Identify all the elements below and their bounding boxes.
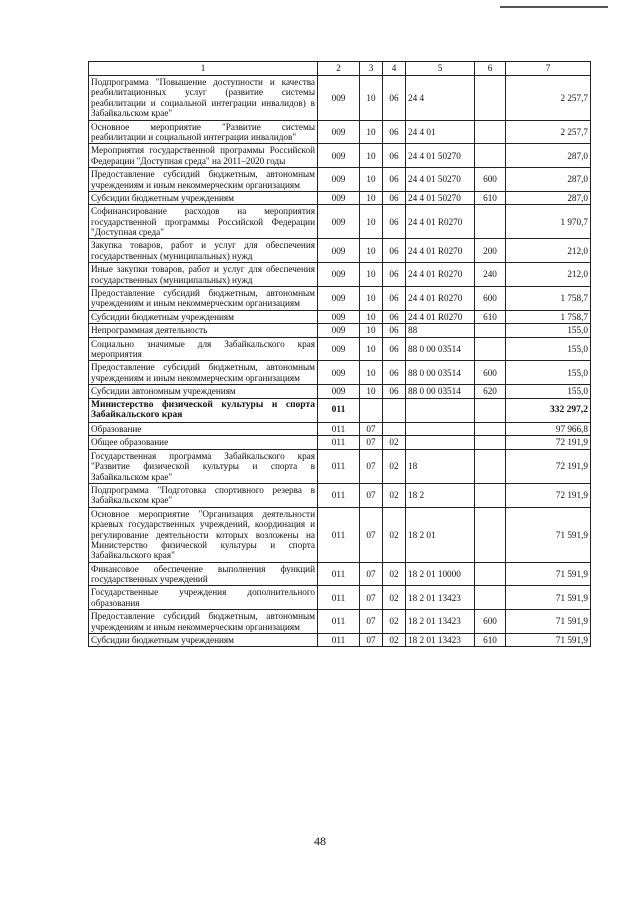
- cell-pr: 02: [383, 634, 406, 647]
- cell-sum: 287,0: [506, 191, 591, 204]
- table-row: [89, 423, 591, 436]
- cell-sum: 1 970,7: [506, 205, 591, 239]
- cell-rz: 10: [360, 76, 383, 121]
- cell-csr: 24 4 01 R0270: [406, 287, 475, 311]
- cell-name: Общее образование: [89, 436, 318, 449]
- cell-sum: 71 591,9: [506, 610, 591, 634]
- table-row: [89, 398, 591, 422]
- cell-vr: 600: [475, 610, 506, 634]
- cell-ved: 009: [318, 385, 360, 398]
- cell-rz: 10: [360, 168, 383, 192]
- cell-name: Государственная программа Забайкальского края "Развитие физической культуры и спорта в Забайкальском крае": [89, 449, 318, 483]
- table-row: [89, 120, 591, 144]
- table-row: [89, 191, 591, 204]
- table-row: [89, 168, 591, 192]
- cell-name: Подпрограмма "Подготовка спортивного резерва в Забайкальском крае": [89, 483, 318, 507]
- cell-csr: 18 2 01: [406, 507, 475, 562]
- cell-rz: 07: [360, 634, 383, 647]
- cell-pr: 06: [383, 324, 406, 337]
- cell-sum: 155,0: [506, 324, 591, 337]
- table-row: [89, 562, 591, 586]
- cell-ved: 009: [318, 337, 360, 361]
- cell-name: Предоставление субсидий бюджетным, автономным учреждениям и иным некоммерческим организациям: [89, 610, 318, 634]
- cell-pr: [383, 398, 406, 422]
- cell-csr: 24 4 01 R0270: [406, 205, 475, 239]
- cell-sum: 212,0: [506, 263, 591, 287]
- cell-rz: 10: [360, 337, 383, 361]
- cell-vr: 600: [475, 168, 506, 192]
- cell-ved: 011: [318, 507, 360, 562]
- cell-pr: 06: [383, 263, 406, 287]
- cell-name: Основное мероприятие "Развитие системы реабилитации и социальной интеграции инвалидов": [89, 120, 318, 144]
- cell-vr: [475, 449, 506, 483]
- cell-name: Основное мероприятие "Организация деятельности краевых государственных учреждений, координация и регулирование деятельности которых возложены на Министерство физической культуры и спорта Забайкальского края": [89, 507, 318, 562]
- table-row: [89, 361, 591, 385]
- table-row: [89, 385, 591, 398]
- cell-sum: 1 758,7: [506, 287, 591, 311]
- cell-pr: 02: [383, 483, 406, 507]
- cell-sum: 71 591,9: [506, 634, 591, 647]
- cell-vr: [475, 120, 506, 144]
- cell-csr: 24 4 01 R0270: [406, 263, 475, 287]
- cell-pr: 02: [383, 449, 406, 483]
- cell-sum: 72 191,9: [506, 449, 591, 483]
- cell-name: Предоставление субсидий бюджетным, автономным учреждениям и иным некоммерческим организациям: [89, 287, 318, 311]
- table-row: [89, 239, 591, 263]
- table-row: [89, 205, 591, 239]
- col-header: 4: [383, 62, 406, 76]
- table-row: [89, 263, 591, 287]
- cell-csr: 24 4 01: [406, 120, 475, 144]
- cell-vr: [475, 562, 506, 586]
- cell-csr: 18 2 01 13423: [406, 610, 475, 634]
- cell-csr: 88 0 00 03514: [406, 337, 475, 361]
- cell-ved: 009: [318, 310, 360, 323]
- cell-pr: 02: [383, 507, 406, 562]
- cell-ved: 009: [318, 239, 360, 263]
- cell-csr: 24 4 01 50270: [406, 144, 475, 168]
- cell-rz: 10: [360, 263, 383, 287]
- cell-rz: 10: [360, 120, 383, 144]
- cell-csr: 88 0 00 03514: [406, 385, 475, 398]
- cell-ved: 009: [318, 263, 360, 287]
- table-row: [89, 324, 591, 337]
- cell-name: Субсидии бюджетным учреждениям: [89, 634, 318, 647]
- cell-sum: 71 591,9: [506, 562, 591, 586]
- cell-name: Подпрограмма "Повышение доступности и качества реабилитационных услуг (развитие системы реабилитации и социальной интеграции инвалидов) в Забайкальском крае": [89, 76, 318, 121]
- cell-sum: 332 297,2: [506, 398, 591, 422]
- cell-ved: 011: [318, 436, 360, 449]
- cell-vr: 600: [475, 287, 506, 311]
- cell-pr: 06: [383, 120, 406, 144]
- cell-vr: [475, 337, 506, 361]
- top-rule: [500, 6, 608, 8]
- cell-name: Предоставление субсидий бюджетным, автономным учреждениям и иным некоммерческим организациям: [89, 361, 318, 385]
- cell-name: Предоставление субсидий бюджетным, автономным учреждениям и иным некоммерческим организациям: [89, 168, 318, 192]
- cell-name: Субсидии бюджетным учреждениям: [89, 310, 318, 323]
- cell-rz: 07: [360, 507, 383, 562]
- cell-ved: 011: [318, 634, 360, 647]
- cell-sum: 97 966,8: [506, 423, 591, 436]
- cell-vr: 620: [475, 385, 506, 398]
- cell-sum: 212,0: [506, 239, 591, 263]
- cell-vr: [475, 144, 506, 168]
- cell-sum: 155,0: [506, 361, 591, 385]
- table-row: [89, 436, 591, 449]
- cell-ved: 009: [318, 191, 360, 204]
- cell-name: Мероприятия государственной программы Российской Федерации "Доступная среда" на 2011–2020 годы: [89, 144, 318, 168]
- cell-vr: [475, 483, 506, 507]
- cell-rz: 10: [360, 239, 383, 263]
- cell-name: Образование: [89, 423, 318, 436]
- cell-vr: [475, 586, 506, 610]
- table-row: [89, 507, 591, 562]
- cell-sum: 72 191,9: [506, 436, 591, 449]
- cell-csr: 24 4 01 50270: [406, 191, 475, 204]
- table-row: [89, 449, 591, 483]
- cell-rz: 07: [360, 610, 383, 634]
- cell-ved: 009: [318, 287, 360, 311]
- cell-rz: 07: [360, 562, 383, 586]
- cell-csr: 24 4 01 R0270: [406, 239, 475, 263]
- cell-pr: 06: [383, 287, 406, 311]
- col-header: 2: [318, 62, 360, 76]
- cell-rz: 10: [360, 324, 383, 337]
- cell-rz: 07: [360, 423, 383, 436]
- cell-vr: 200: [475, 239, 506, 263]
- cell-rz: 10: [360, 191, 383, 204]
- cell-ved: 011: [318, 562, 360, 586]
- cell-vr: 610: [475, 310, 506, 323]
- cell-rz: 10: [360, 310, 383, 323]
- cell-vr: [475, 398, 506, 422]
- cell-vr: 600: [475, 361, 506, 385]
- cell-name: Финансовое обеспечение выполнения функций государственных учреждений: [89, 562, 318, 586]
- cell-vr: 240: [475, 263, 506, 287]
- cell-ved: 011: [318, 423, 360, 436]
- table-row: [89, 144, 591, 168]
- cell-sum: 155,0: [506, 337, 591, 361]
- table-row: [89, 337, 591, 361]
- cell-rz: [360, 398, 383, 422]
- cell-csr: 88: [406, 324, 475, 337]
- cell-sum: 287,0: [506, 144, 591, 168]
- cell-ved: 009: [318, 361, 360, 385]
- cell-pr: 02: [383, 436, 406, 449]
- cell-pr: 06: [383, 385, 406, 398]
- cell-csr: 18: [406, 449, 475, 483]
- page-number: 48: [314, 834, 326, 848]
- cell-name: Социально значимые для Забайкальского края мероприятия: [89, 337, 318, 361]
- cell-csr: 18 2: [406, 483, 475, 507]
- table-row: [89, 76, 591, 121]
- table-header-row: [89, 62, 591, 76]
- col-header: 1: [89, 62, 318, 76]
- cell-vr: [475, 205, 506, 239]
- cell-rz: 10: [360, 361, 383, 385]
- cell-sum: 155,0: [506, 385, 591, 398]
- col-header: 6: [475, 62, 506, 76]
- cell-ved: 009: [318, 205, 360, 239]
- cell-vr: [475, 507, 506, 562]
- cell-sum: 71 591,9: [506, 507, 591, 562]
- cell-ved: 009: [318, 324, 360, 337]
- cell-vr: [475, 423, 506, 436]
- cell-name: Государственные учреждения дополнительного образования: [89, 586, 318, 610]
- col-header: 3: [360, 62, 383, 76]
- cell-rz: 07: [360, 483, 383, 507]
- table-row: [89, 287, 591, 311]
- cell-pr: 06: [383, 205, 406, 239]
- cell-csr: [406, 423, 475, 436]
- cell-csr: 18 2 01 10000: [406, 562, 475, 586]
- cell-csr: 24 4: [406, 76, 475, 121]
- cell-vr: 610: [475, 191, 506, 204]
- cell-ved: 009: [318, 76, 360, 121]
- cell-pr: 02: [383, 610, 406, 634]
- cell-pr: 06: [383, 361, 406, 385]
- cell-sum: 1 758,7: [506, 310, 591, 323]
- cell-name: Субсидии автономным учреждениям: [89, 385, 318, 398]
- cell-ved: 011: [318, 449, 360, 483]
- cell-sum: 2 257,7: [506, 120, 591, 144]
- cell-rz: 07: [360, 449, 383, 483]
- table-row: [89, 483, 591, 507]
- cell-ved: 011: [318, 398, 360, 422]
- cell-rz: 10: [360, 287, 383, 311]
- cell-sum: 72 191,9: [506, 483, 591, 507]
- cell-sum: 287,0: [506, 168, 591, 192]
- cell-pr: 06: [383, 76, 406, 121]
- cell-pr: 02: [383, 562, 406, 586]
- cell-ved: 009: [318, 120, 360, 144]
- cell-ved: 011: [318, 483, 360, 507]
- cell-pr: 06: [383, 337, 406, 361]
- budget-table: [88, 61, 591, 647]
- cell-rz: 10: [360, 205, 383, 239]
- cell-vr: 610: [475, 634, 506, 647]
- cell-ved: 011: [318, 610, 360, 634]
- cell-pr: 06: [383, 191, 406, 204]
- cell-name: Непрограммная деятельность: [89, 324, 318, 337]
- cell-csr: [406, 398, 475, 422]
- cell-sum: 71 591,9: [506, 586, 591, 610]
- cell-csr: 18 2 01 13423: [406, 586, 475, 610]
- table-row: [89, 586, 591, 610]
- cell-rz: 07: [360, 436, 383, 449]
- table-row: [89, 634, 591, 647]
- cell-vr: [475, 76, 506, 121]
- cell-ved: 011: [318, 586, 360, 610]
- cell-pr: [383, 423, 406, 436]
- cell-pr: 06: [383, 168, 406, 192]
- table-row: [89, 310, 591, 323]
- cell-rz: 10: [360, 385, 383, 398]
- cell-name: Закупка товаров, работ и услуг для обеспечения государственных (муниципальных) нужд: [89, 239, 318, 263]
- cell-rz: 10: [360, 144, 383, 168]
- cell-csr: 18 2 01 13423: [406, 634, 475, 647]
- cell-sum: 2 257,7: [506, 76, 591, 121]
- cell-csr: 24 4 01 R0270: [406, 310, 475, 323]
- cell-csr: 88 0 00 03514: [406, 361, 475, 385]
- cell-pr: 06: [383, 239, 406, 263]
- cell-pr: 02: [383, 586, 406, 610]
- cell-pr: 06: [383, 144, 406, 168]
- col-header: 7: [506, 62, 591, 76]
- cell-ved: 009: [318, 144, 360, 168]
- table-row: [89, 610, 591, 634]
- cell-name: Министерство физической культуры и спорта Забайкальского края: [89, 398, 318, 422]
- cell-name: Субсидии бюджетным учреждениям: [89, 191, 318, 204]
- cell-name: Софинансирование расходов на мероприятия государственной программы Российской Федерации "Доступная среда": [89, 205, 318, 239]
- cell-vr: [475, 436, 506, 449]
- cell-csr: 24 4 01 50270: [406, 168, 475, 192]
- cell-csr: [406, 436, 475, 449]
- cell-vr: [475, 324, 506, 337]
- cell-rz: 07: [360, 586, 383, 610]
- col-header: 5: [406, 62, 475, 76]
- cell-pr: 06: [383, 310, 406, 323]
- cell-name: Иные закупки товаров, работ и услуг для обеспечения государственных (муниципальных) нужд: [89, 263, 318, 287]
- cell-ved: 009: [318, 168, 360, 192]
